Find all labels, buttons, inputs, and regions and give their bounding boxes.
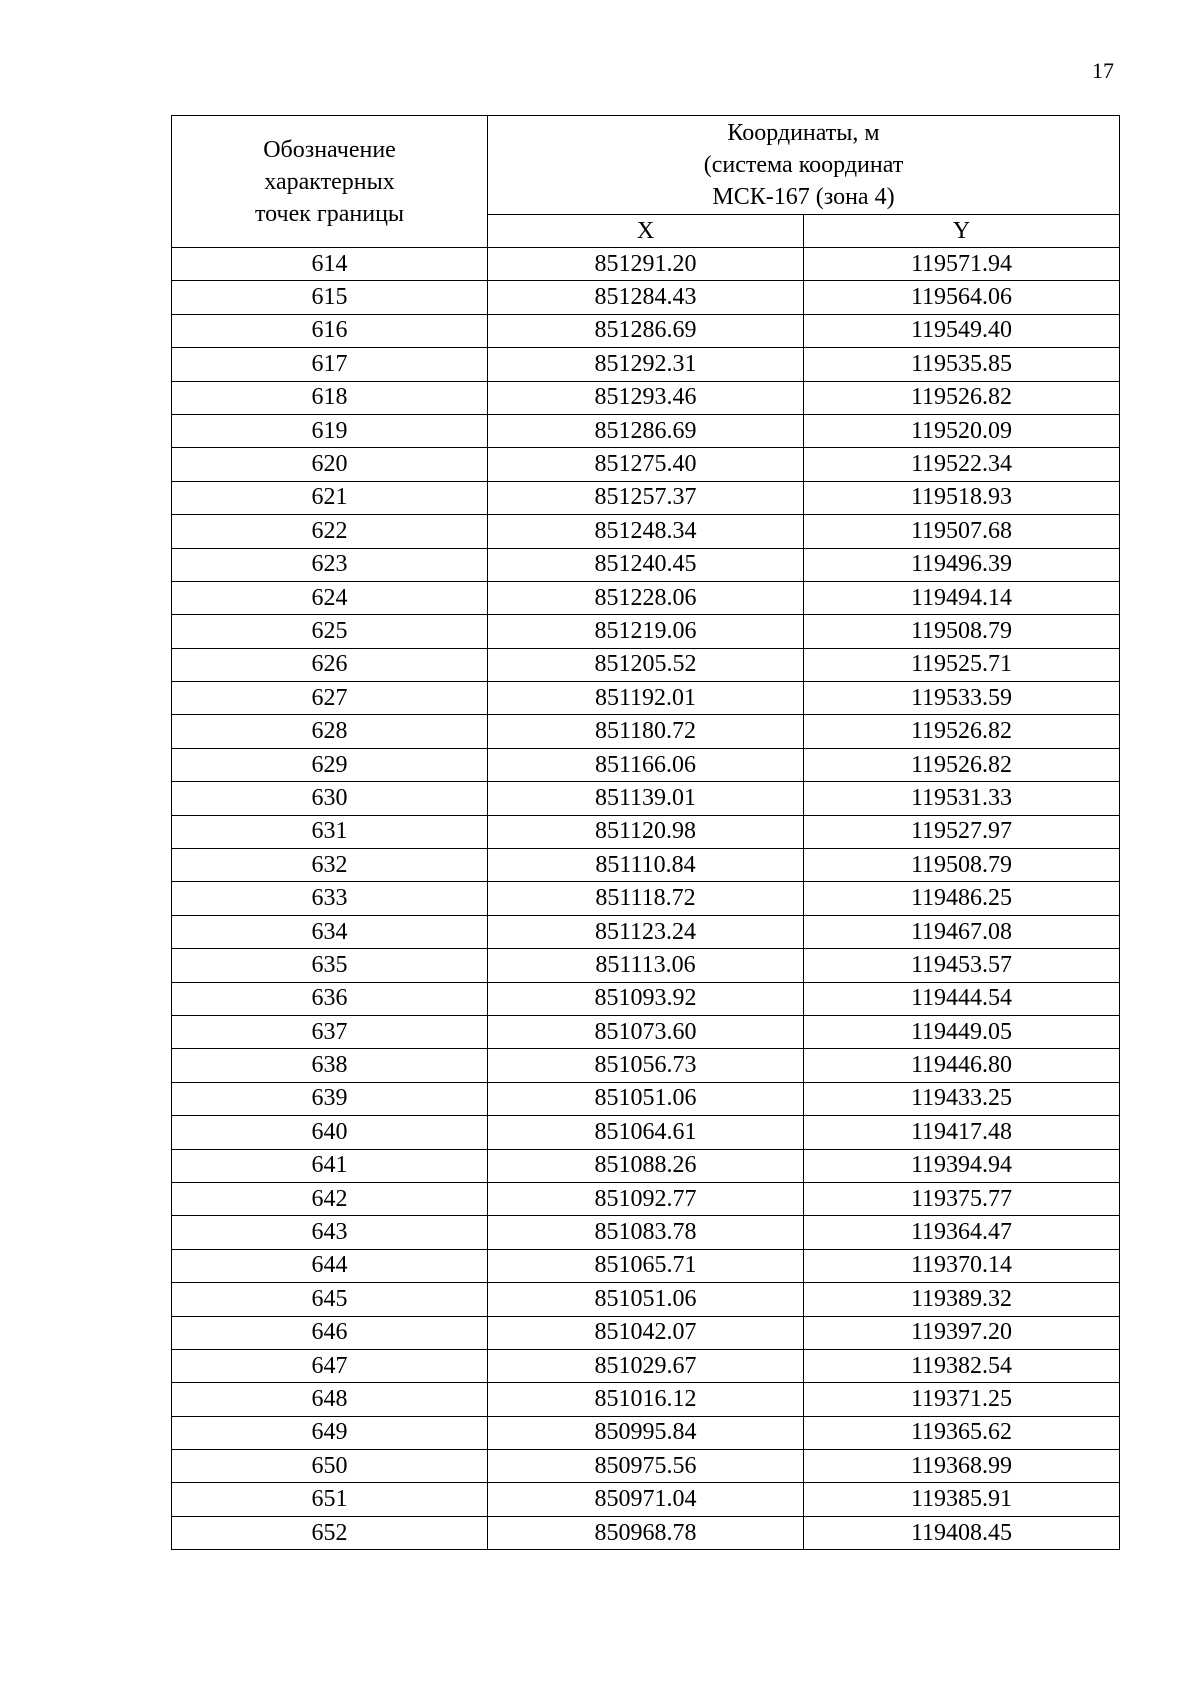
y-coordinate-cell: 119520.09 [804,414,1120,447]
table-row [172,1283,1120,1316]
point-cell: 617 [172,348,488,381]
x-coordinate-cell: 851051.06 [488,1082,804,1115]
y-coordinate-cell: 119417.48 [804,1116,1120,1149]
table-row [172,615,1120,648]
point-cell: 647 [172,1349,488,1382]
coords-header-line: (система координат [703,152,904,178]
table-row [172,915,1120,948]
x-coordinate-cell: 851205.52 [488,648,804,681]
x-coordinate-cell: 850975.56 [488,1450,804,1483]
x-coordinate-cell: 851029.67 [488,1349,804,1382]
point-cell: 615 [172,281,488,314]
page-number: 17 [1092,58,1114,83]
table-row [172,1049,1120,1082]
point-cell: 635 [172,949,488,982]
y-coordinate-cell: 119527.97 [804,815,1120,848]
table-row [172,1216,1120,1249]
point-header-line: точек границы [254,200,405,227]
x-coordinate-cell: 851228.06 [488,581,804,614]
table-row [172,715,1120,748]
point-cell: 643 [172,1216,488,1249]
x-coordinate-cell: 851073.60 [488,1015,804,1048]
x-coordinate-cell: 851064.61 [488,1116,804,1149]
table-row [172,949,1120,982]
y-coordinate-cell: 119375.77 [804,1182,1120,1215]
x-coordinate-cell: 851083.78 [488,1216,804,1249]
x-coordinate-cell: 851293.46 [488,381,804,414]
table-row [172,548,1120,581]
x-coordinate-cell: 851286.69 [488,314,804,347]
y-coordinate-cell: 119496.39 [804,548,1120,581]
table-row [172,281,1120,314]
x-coordinate-cell: 851275.40 [488,448,804,481]
table-row [172,581,1120,614]
x-coordinate-cell: 850995.84 [488,1416,804,1449]
x-coordinate-cell: 851257.37 [488,481,804,514]
y-column-header: Y [804,215,1120,248]
y-coordinate-cell: 119525.71 [804,648,1120,681]
point-cell: 634 [172,915,488,948]
point-cell: 651 [172,1483,488,1516]
x-coordinate-cell: 851180.72 [488,715,804,748]
y-coordinate-cell: 119508.79 [804,849,1120,882]
point-cell: 633 [172,882,488,915]
x-coordinate-cell: 851292.31 [488,348,804,381]
x-coordinate-cell: 851291.20 [488,248,804,281]
point-cell: 650 [172,1450,488,1483]
table-row [172,1383,1120,1416]
y-coordinate-cell: 119444.54 [804,982,1120,1015]
point-cell: 622 [172,515,488,548]
x-coordinate-cell: 851248.34 [488,515,804,548]
point-cell: 616 [172,314,488,347]
x-coordinate-cell: 851092.77 [488,1182,804,1215]
x-coordinate-cell: 851284.43 [488,281,804,314]
coordinates-table [171,115,1120,1550]
point-cell: 618 [172,381,488,414]
coords-header-line: МСК-167 (зона 4) [712,184,895,210]
table-row [172,1483,1120,1516]
x-coordinate-cell: 850968.78 [488,1516,804,1549]
y-coordinate-cell: 119397.20 [804,1316,1120,1349]
y-coordinate-cell: 119508.79 [804,615,1120,648]
table-row [172,782,1120,815]
table-row [172,648,1120,681]
x-coordinate-cell: 851093.92 [488,982,804,1015]
coords-header-line: Координаты, м [727,120,880,146]
point-cell: 652 [172,1516,488,1549]
point-cell: 648 [172,1383,488,1416]
table-row [172,1450,1120,1483]
table-row [172,748,1120,781]
x-coordinate-cell: 851056.73 [488,1049,804,1082]
y-coordinate-cell: 119370.14 [804,1249,1120,1282]
x-coordinate-cell: 851118.72 [488,882,804,915]
point-cell: 629 [172,748,488,781]
point-header-line: Обозначение [263,136,396,163]
point-cell: 630 [172,782,488,815]
y-coordinate-cell: 119526.82 [804,748,1120,781]
table-row [172,515,1120,548]
x-coordinate-cell: 851110.84 [488,849,804,882]
table-row [172,682,1120,715]
point-cell: 620 [172,448,488,481]
point-cell: 636 [172,982,488,1015]
x-coordinate-cell: 851051.06 [488,1283,804,1316]
y-coordinate-cell: 119526.82 [804,715,1120,748]
point-cell: 642 [172,1182,488,1215]
y-coordinate-cell: 119535.85 [804,348,1120,381]
y-coordinate-cell: 119467.08 [804,915,1120,948]
table-row [172,314,1120,347]
point-cell: 637 [172,1015,488,1048]
point-cell: 624 [172,581,488,614]
point-cell: 625 [172,615,488,648]
y-coordinate-cell: 119486.25 [804,882,1120,915]
table-row [172,448,1120,481]
point-cell: 619 [172,414,488,447]
point-cell: 645 [172,1283,488,1316]
y-coordinate-cell: 119364.47 [804,1216,1120,1249]
x-coordinate-cell: 851042.07 [488,1316,804,1349]
table-row [172,248,1120,281]
x-coordinate-cell: 851286.69 [488,414,804,447]
x-coordinate-cell: 851113.06 [488,949,804,982]
table-row [172,815,1120,848]
y-coordinate-cell: 119522.34 [804,448,1120,481]
table-row [172,414,1120,447]
y-coordinate-cell: 119564.06 [804,281,1120,314]
point-cell: 631 [172,815,488,848]
point-designation-header [172,116,488,248]
y-coordinate-cell: 119365.62 [804,1416,1120,1449]
table-body [172,248,1120,1550]
x-coordinate-cell: 851088.26 [488,1149,804,1182]
point-cell: 649 [172,1416,488,1449]
table-row [172,1349,1120,1382]
x-column-header: X [488,215,804,248]
y-coordinate-cell: 119389.32 [804,1283,1120,1316]
table-row [172,1082,1120,1115]
x-coordinate-cell: 851192.01 [488,682,804,715]
table-row [172,1149,1120,1182]
y-coordinate-cell: 119526.82 [804,381,1120,414]
table-row [172,1116,1120,1149]
x-coordinate-cell: 851166.06 [488,748,804,781]
table-row [172,982,1120,1015]
table-row [172,1182,1120,1215]
table-row [172,348,1120,381]
point-cell: 644 [172,1249,488,1282]
point-cell: 628 [172,715,488,748]
y-coordinate-cell: 119371.25 [804,1383,1120,1416]
table-row [172,1249,1120,1282]
y-coordinate-cell: 119518.93 [804,481,1120,514]
point-header-line: характерных [264,168,395,195]
x-coordinate-cell: 851123.24 [488,915,804,948]
y-coordinate-cell: 119494.14 [804,581,1120,614]
y-coordinate-cell: 119533.59 [804,682,1120,715]
y-coordinate-cell: 119449.05 [804,1015,1120,1048]
x-coordinate-cell: 850971.04 [488,1483,804,1516]
y-coordinate-cell: 119433.25 [804,1082,1120,1115]
point-cell: 621 [172,481,488,514]
table-row [172,381,1120,414]
y-coordinate-cell: 119446.80 [804,1049,1120,1082]
y-coordinate-cell: 119368.99 [804,1450,1120,1483]
point-cell: 646 [172,1316,488,1349]
x-coordinate-cell: 851120.98 [488,815,804,848]
y-coordinate-cell: 119408.45 [804,1516,1120,1549]
y-coordinate-cell: 119507.68 [804,515,1120,548]
y-coordinate-cell: 119394.94 [804,1149,1120,1182]
y-coordinate-cell: 119453.57 [804,949,1120,982]
point-cell: 626 [172,648,488,681]
y-coordinate-cell: 119571.94 [804,248,1120,281]
table-row [172,481,1120,514]
table-row [172,1516,1120,1549]
point-cell: 632 [172,849,488,882]
point-cell: 614 [172,248,488,281]
point-cell: 623 [172,548,488,581]
table-row [172,882,1120,915]
x-coordinate-cell: 851219.06 [488,615,804,648]
table-header [172,116,1120,248]
table-row [172,1316,1120,1349]
table-row [172,1015,1120,1048]
table-row [172,1416,1120,1449]
point-cell: 639 [172,1082,488,1115]
y-coordinate-cell: 119382.54 [804,1349,1120,1382]
x-coordinate-cell: 851016.12 [488,1383,804,1416]
table-row [172,849,1120,882]
point-cell: 638 [172,1049,488,1082]
y-coordinate-cell: 119385.91 [804,1483,1120,1516]
y-coordinate-cell: 119549.40 [804,314,1120,347]
point-cell: 627 [172,682,488,715]
x-coordinate-cell: 851240.45 [488,548,804,581]
point-cell: 641 [172,1149,488,1182]
point-cell: 640 [172,1116,488,1149]
x-coordinate-cell: 851139.01 [488,782,804,815]
y-coordinate-cell: 119531.33 [804,782,1120,815]
x-coordinate-cell: 851065.71 [488,1249,804,1282]
coordinates-header [488,116,1120,215]
